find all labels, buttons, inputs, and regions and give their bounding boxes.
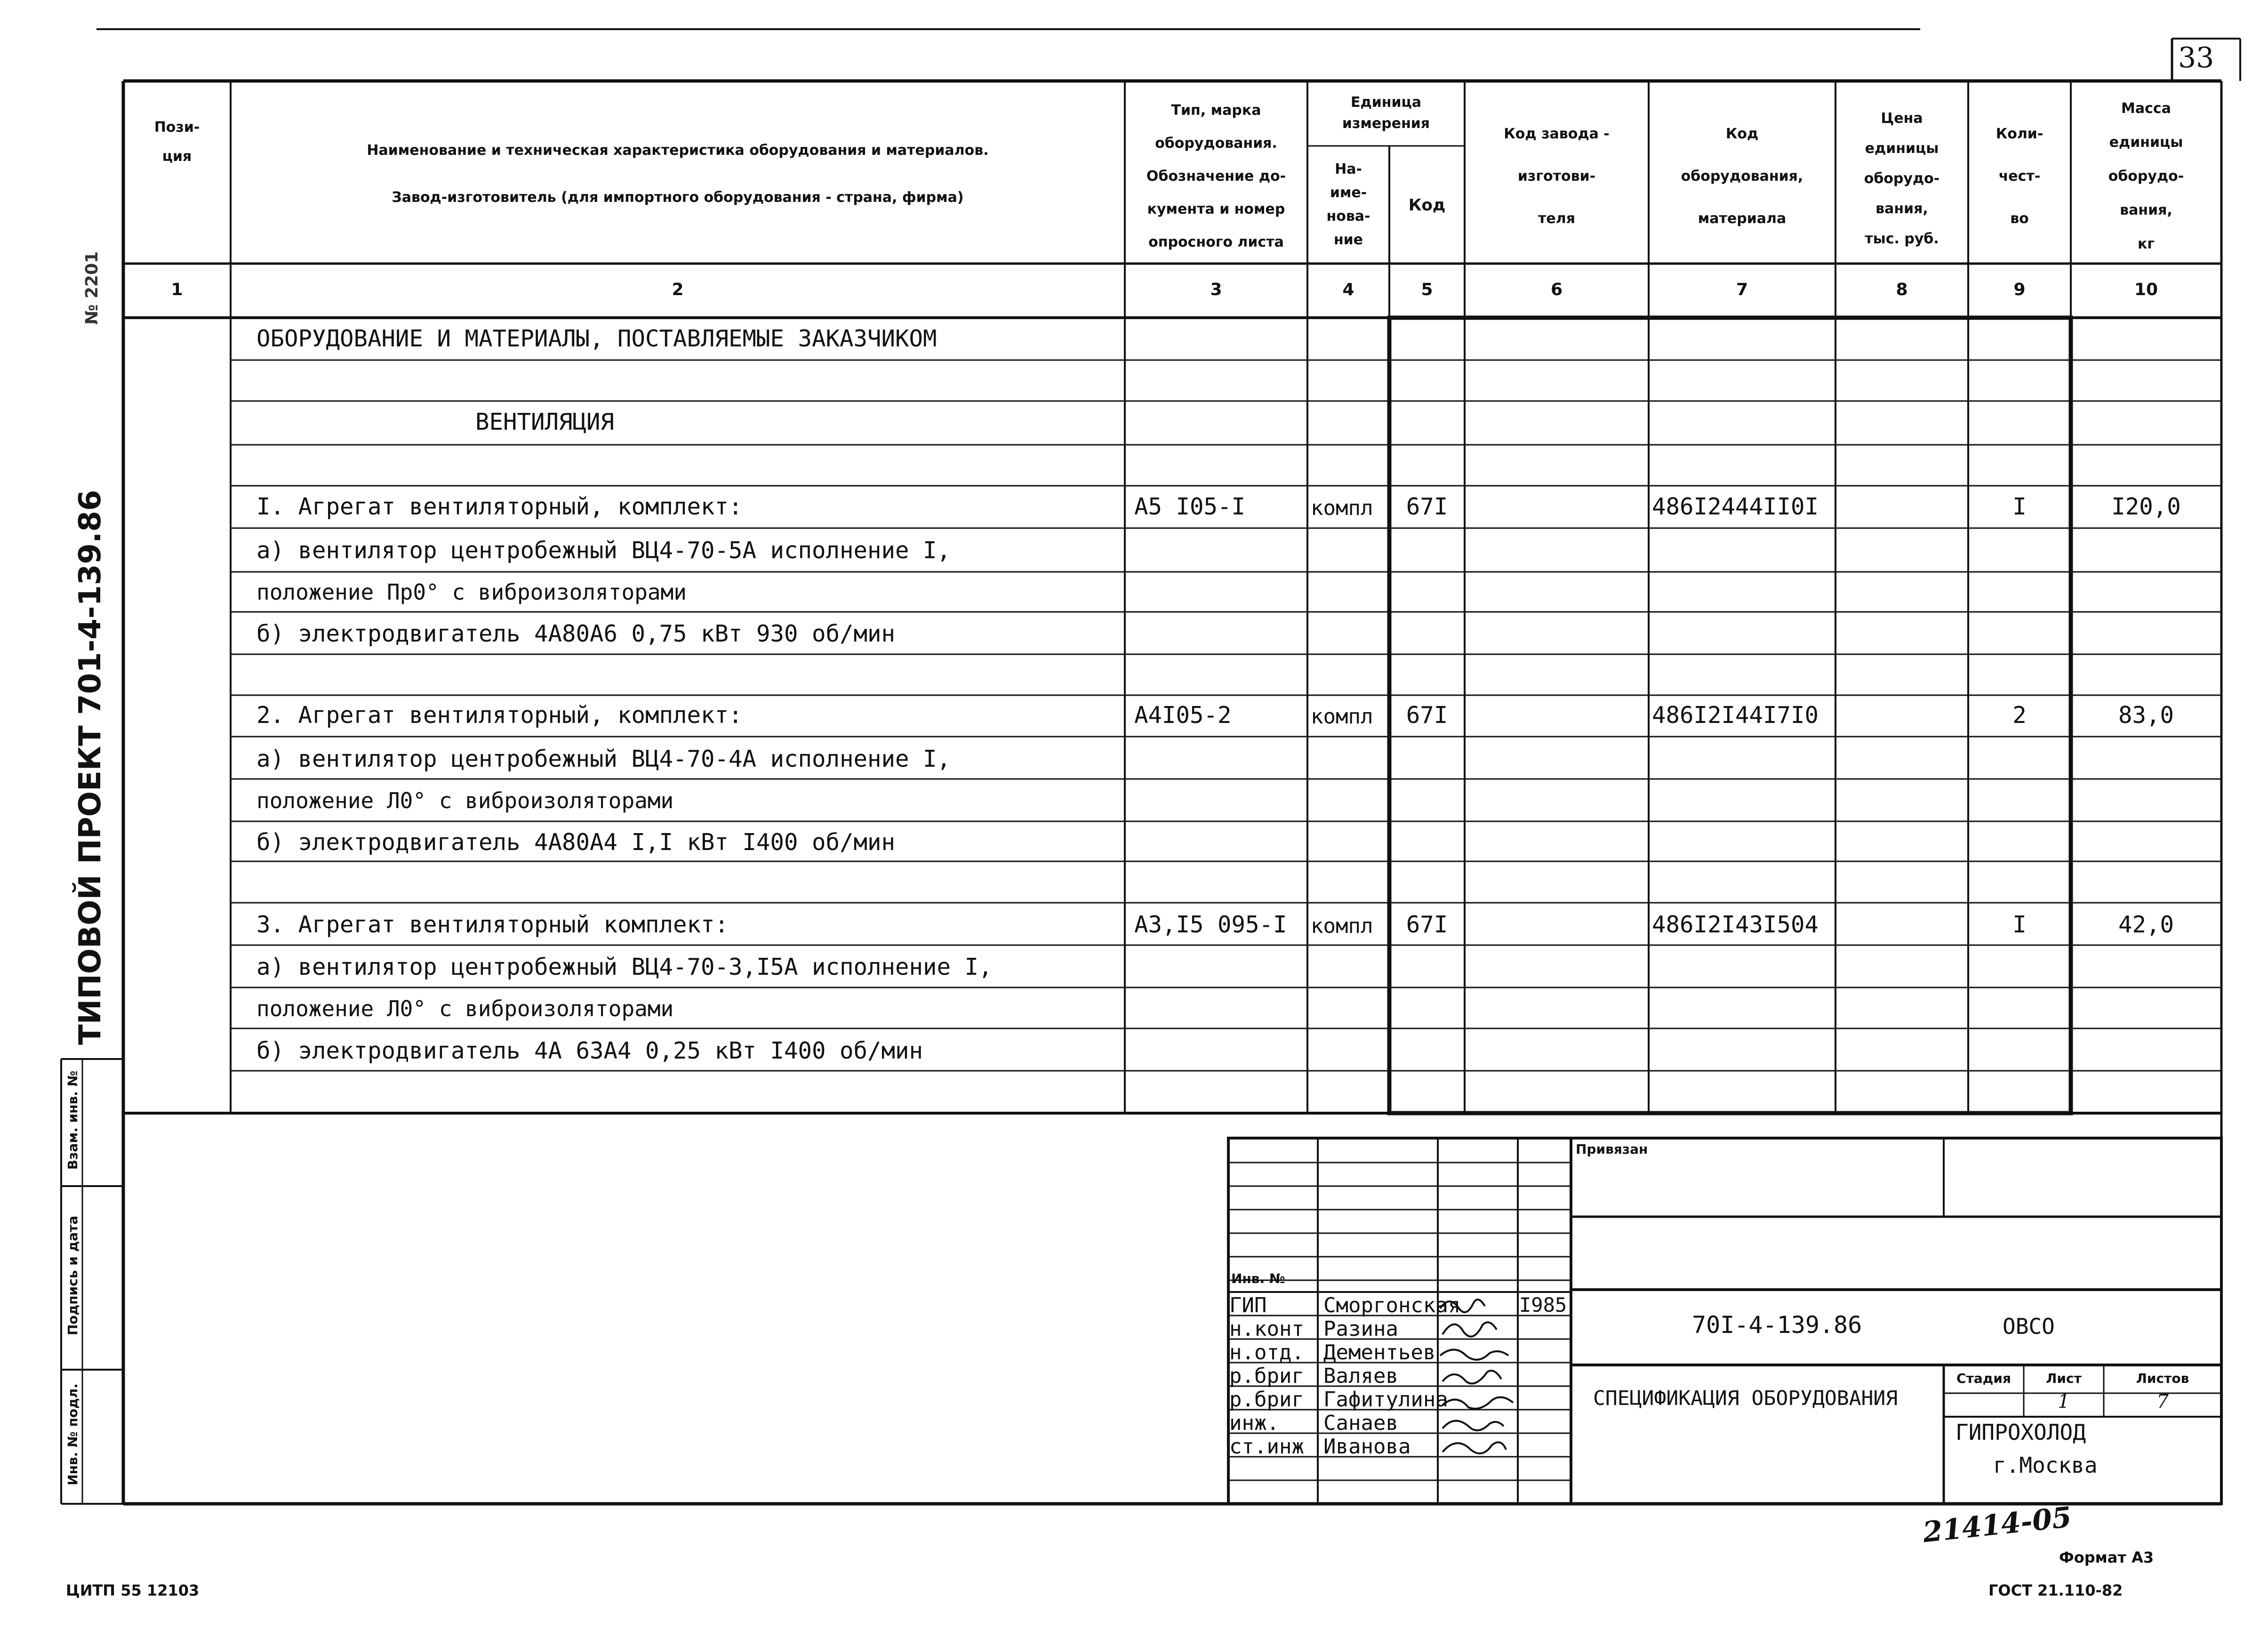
col-number-row: 1 2 3 4 5 6 7 8 9 10 [171, 280, 2158, 299]
header-type: Тип, марка оборудования. Обозначение до- кумента и номер опросного листа [1146, 102, 1286, 250]
stamp-name-1: Разина [1323, 1317, 1398, 1341]
stamp-name-2: Дементьев [1323, 1340, 1436, 1364]
bottom-left-code: ЦИТП 55 12103 [66, 1581, 200, 1599]
stamp-role-0: ГИП [1229, 1293, 1267, 1317]
item-1-name: I. Агрегат вентиляторный, комплект: [256, 493, 743, 520]
sheet-label: Лист [2046, 1371, 2082, 1386]
doc-title: СПЕЦИФИКАЦИЯ ОБОРУДОВАНИЯ [1593, 1387, 1898, 1410]
sheets-label: Листов [2136, 1371, 2189, 1386]
gost-label: ГОСТ 21.110-82 [1988, 1581, 2123, 1599]
item-3-fan: а) вентилятор центробежный ВЦ4-70-3,I5А исполнение I, [256, 954, 993, 980]
side-project-title: ТИПОВОЙ ПРОЕКТ 701-4-139.86 [73, 490, 108, 1045]
item-2-position: положение Л0° с виброизоляторами [256, 788, 674, 813]
item-3-quantity: I [2012, 911, 2027, 938]
stamp-name-6: Иванова [1323, 1435, 1411, 1459]
doc-code: 70I-4-139.86 [1692, 1311, 1862, 1339]
header-position: Пози- ция [154, 119, 200, 165]
header-mass: Масса единицы оборудо- вания, кг [2108, 100, 2184, 252]
item-1-motor: б) электродвигатель 4А80А6 0,75 кВт 930 об/мин [256, 620, 896, 647]
item-3-equipment-code: 486I2I43I504 [1652, 911, 1819, 938]
item-2-unit: компл [1311, 705, 1373, 729]
stamp-name-3: Валяев [1323, 1364, 1398, 1388]
item-3-name: 3. Агрегат вентиляторный комплект: [256, 911, 729, 938]
item-3-position: положение Л0° с виброизоляторами [256, 996, 674, 1021]
header-equipment-code: Код оборудования, материала [1681, 126, 1803, 227]
header-unit-name: На- име- нова- ние [1326, 161, 1370, 248]
item-2-type: А4I05-2 [1134, 702, 1232, 729]
header-factory-code: Код завода - изготови- теля [1504, 126, 1610, 227]
stamp-year: I985 [1519, 1293, 1567, 1316]
privyazan-label: Привязан [1576, 1141, 1648, 1157]
stamp-role-2: н.отд. [1229, 1340, 1304, 1364]
stamp-role-6: ст.инж [1229, 1435, 1304, 1459]
item-3-unit-code: 67I [1406, 911, 1448, 938]
header-quantity: Коли- чест- во [1996, 126, 2044, 227]
doc-mark: ОВСО [2003, 1314, 2055, 1339]
side-stamp-vzam: Взам. инв. № [65, 1070, 80, 1170]
header-price: Цена единицы оборудо- вания, тыс. руб. [1864, 110, 1940, 247]
stage-label: Стадия [1956, 1371, 2011, 1386]
side-top-marker: № 2201 [82, 251, 102, 325]
item-2-fan: а) вентилятор центробежный ВЦ4-70-4А исполнение I, [256, 746, 951, 772]
item-1-type: А5 I05-I [1134, 493, 1246, 520]
header-unit-code: Код [1408, 196, 1446, 215]
header-name: Наименование и техническая характеристика оборудования и материалов. Завод-изготовитель (для импортного оборудования - страна, фирма) [367, 142, 989, 206]
header-unit: Единица измерения [1342, 94, 1430, 132]
item-2-mass: 83,0 [2118, 702, 2174, 729]
item-2-name: 2. Агрегат вентиляторный, комплект: [256, 702, 743, 729]
item-2-unit-code: 67I [1406, 702, 1448, 729]
item-2-quantity: 2 [2012, 702, 2027, 729]
item-1-unit-code: 67I [1406, 493, 1448, 520]
stamp-role-5: инж. [1229, 1411, 1279, 1435]
page-number: 33 [2178, 41, 2214, 74]
item-2-equipment-code: 486I2I44I7I0 [1652, 702, 1819, 729]
item-1-fan: а) вентилятор центробежный ВЦ4-70-5А исполнение I, [256, 537, 951, 564]
stamp-role-1: н.конт [1229, 1317, 1304, 1341]
section-title: ОБОРУДОВАНИЕ И МАТЕРИАЛЫ, ПОСТАВЛЯЕМЫЕ ЗАКАЗЧИКОМ [256, 325, 937, 352]
item-1-mass: I20,0 [2111, 493, 2181, 520]
item-1-unit: компл [1311, 496, 1373, 520]
signature-scribbles [1440, 1300, 1513, 1453]
item-3-type: А3,I5 095-I [1134, 911, 1287, 938]
stamp-role-3: р.бриг [1229, 1364, 1304, 1388]
item-2-motor: б) электродвигатель 4А80А4 I,I кВт I400 об/мин [256, 829, 896, 856]
stamp-name-0: Сморгонская [1323, 1293, 1461, 1317]
item-1-equipment-code: 486I2444II0I [1652, 493, 1819, 520]
item-3-unit: компл [1311, 914, 1373, 938]
item-3-mass: 42,0 [2118, 911, 2174, 938]
stamp-name-5: Санаев [1323, 1411, 1398, 1435]
item-3-motor: б) электродвигатель 4А 63А4 0,25 кВт I400 об/мин [256, 1037, 923, 1064]
item-1-quantity: I [2012, 493, 2027, 520]
sheets-value: 7 [2156, 1391, 2169, 1412]
inv-no-label: Инв. № [1231, 1271, 1285, 1286]
item-1-position: положение Пр0° с виброизоляторами [256, 579, 687, 605]
sheet-value: 1 [2058, 1391, 2070, 1412]
side-stamp-podpis: Подпись и дата [65, 1215, 80, 1336]
handwritten-number: 21414-05 [1921, 1501, 2073, 1549]
stamp-name-4: Гафитулина [1323, 1388, 1448, 1412]
stamp-role-4: р.бриг [1229, 1388, 1304, 1412]
format-label: Формат А3 [2059, 1549, 2154, 1566]
subsection-title: ВЕНТИЛЯЦИЯ [475, 409, 615, 435]
org-name: ГИПРОХОЛОД [1955, 1420, 2086, 1445]
org-city: г.Москва [1993, 1452, 2098, 1478]
side-stamp-inv: Инв. № подл. [65, 1383, 80, 1485]
